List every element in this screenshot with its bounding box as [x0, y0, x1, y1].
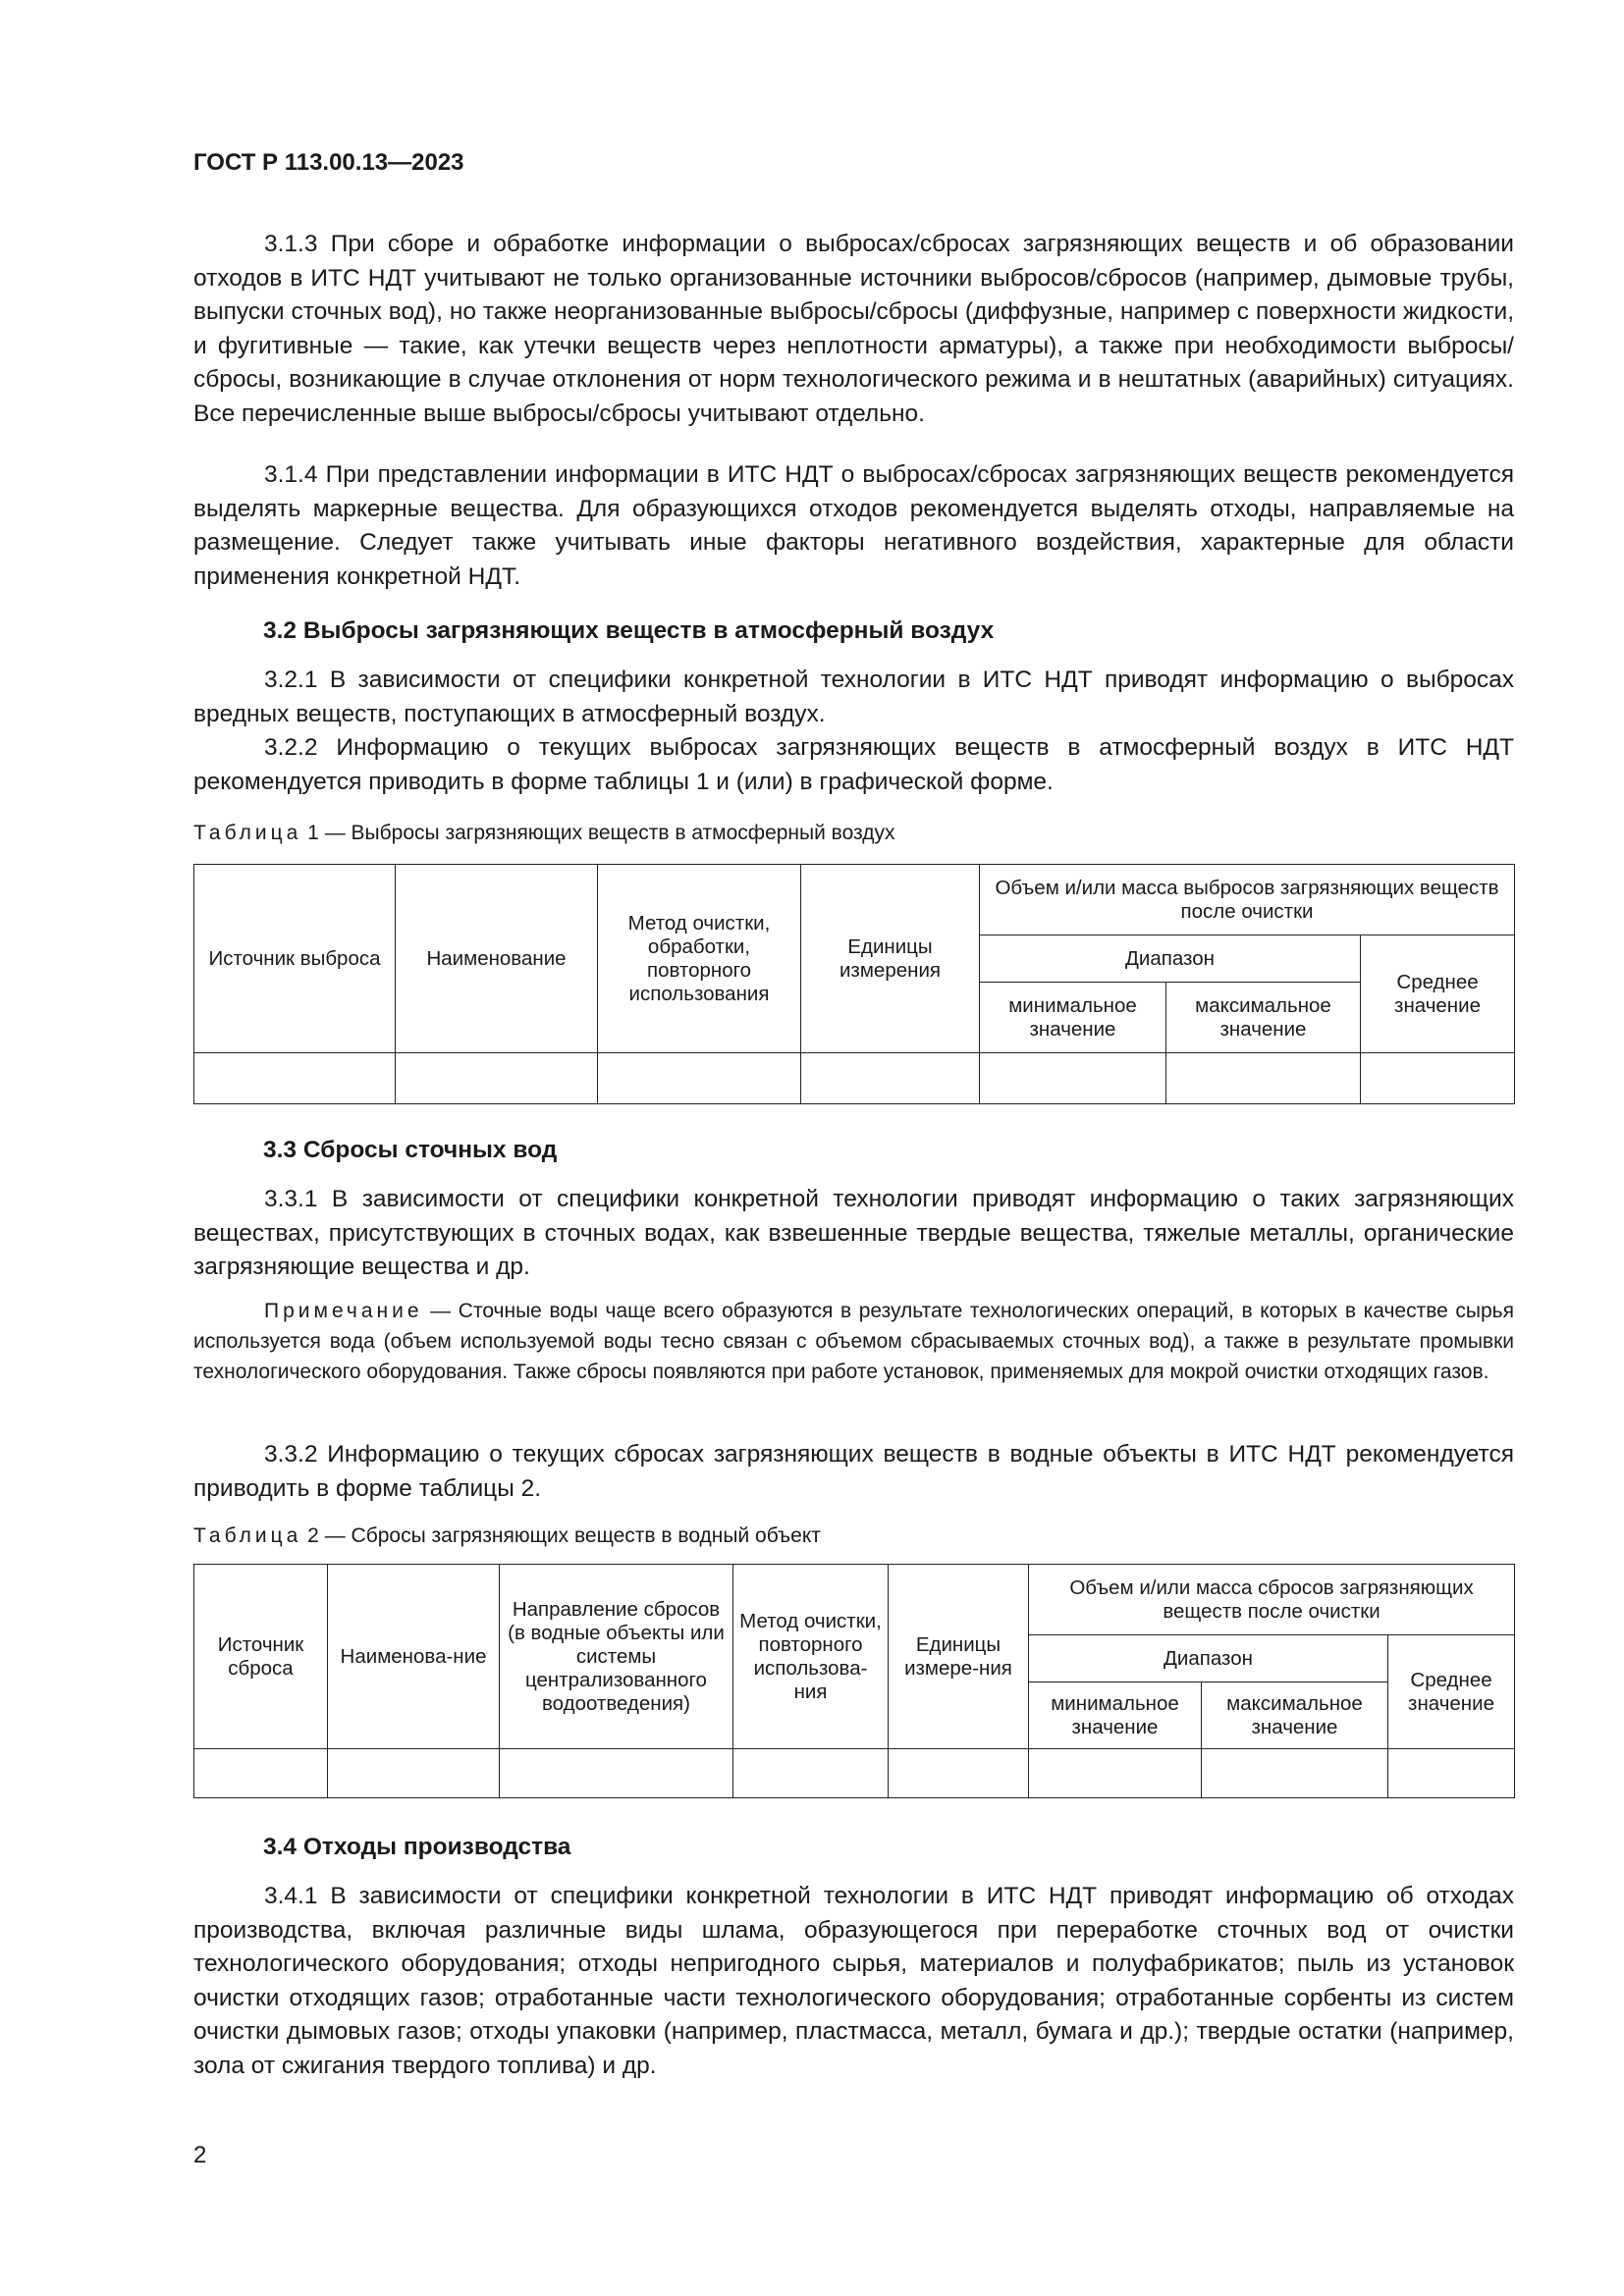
note-text: — Сточные воды чаще всего образуются в результате технологических операций, в которых в качестве сырья используется вода (объем используемой воды тесно связан с объемом сбрасываемых сточных вод), а также в результате промывки технологического оборудования. Также сбросы появляются при работе установок, применяемых для мокрой очистки отходящих газов. — [193, 1300, 1514, 1383]
table-caption-text: 2 — Сбросы загрязняющих веществ в водный объект — [301, 1524, 821, 1547]
header-cell-method: Метод очистки, обработки, повторного использования — [598, 865, 801, 1053]
header-cell-units: Единицы измере-ния — [889, 1565, 1029, 1749]
header-cell-range: Диапазон — [1029, 1635, 1388, 1682]
empty-cell — [328, 1749, 500, 1798]
header-cell-name: Наименова-ние — [328, 1565, 500, 1749]
empty-cell — [1202, 1749, 1388, 1798]
note-label: Примечание — [264, 1300, 423, 1322]
paragraph-3-1-3: 3.1.3 При сборе и обработке информации о выбросах/сбросах загрязняющих веществ и об образовании отходов в ИТС НДТ учитывают не только организованные источники выбросов/сбросов (например, дымовые трубы, выпуски сточных вод), но также неорганизованные выбросы/сбросы (диффузные, например с поверхности жидкости, и фугитивные — такие, как утечки веществ через неплотности арматуры), а также при необходимости выбросы/сбросы, возникающие в случае отклонения от норм технологического режима и в нештатных (аварийных) ситуациях. Все перечисленные выше выбросы/сбросы учитывают отдельно. — [193, 231, 1514, 427]
header-cell-volume-group: Объем и/или масса выбросов загрязняющих веществ после очистки — [980, 865, 1515, 935]
emissions-table — [193, 864, 1515, 1104]
paragraph-3-2-2: 3.2.2 Информацию о текущих выбросах загрязняющих веществ в атмосферный воздух в ИТС НДТ рекомендуется приводить в форме таблицы 1 и (или) в графической форме. — [193, 734, 1514, 795]
discharges-table — [193, 1564, 1515, 1798]
paragraph-3-3-1: 3.3.1 В зависимости от специфики конкретной технологии приводят информацию о таких загрязняющих веществах, присутствующих в сточных водах, как взвешенные твердые вещества, тяжелые металлы, органические загрязняющие вещества и др. — [193, 1186, 1514, 1280]
empty-cell — [598, 1053, 801, 1104]
header-cell-max: максимальное значение — [1202, 1682, 1388, 1749]
empty-cell — [194, 1749, 328, 1798]
empty-cell — [1361, 1053, 1515, 1104]
empty-cell — [1388, 1749, 1515, 1798]
table-2-caption — [193, 1524, 821, 1548]
empty-cell — [980, 1053, 1166, 1104]
table-1-caption — [193, 822, 894, 845]
table-caption-label: Таблица — [193, 822, 302, 844]
note-paragraph — [193, 1296, 1514, 1387]
header-cell-min: минимальное значение — [1029, 1682, 1202, 1749]
header-cell-source: Источник выброса — [194, 865, 396, 1053]
header-cell-max: максимальное значение — [1166, 983, 1361, 1053]
section-heading-3-4: 3.4 Отходы производства — [263, 1834, 571, 1860]
paragraph-3-1-4: 3.1.4 При представлении информации в ИТС НДТ о выбросах/сбросах загрязняющих веществ рекомендуется выделять маркерные вещества. Для образующихся отходов рекомендуется выделять отходы, направляемые на размещение. Следует также учитывать иные факторы негативного воздействия, характерные для области применения конкретной НДТ. — [193, 461, 1514, 590]
header-cell-direction: Направление сбросов (в водные объекты или системы централизованного водоотведения) — [500, 1565, 733, 1749]
table-row — [194, 1053, 1515, 1104]
empty-cell — [889, 1749, 1029, 1798]
page-number: 2 — [193, 2142, 207, 2168]
header-cell-average: Среднее значение — [1361, 935, 1515, 1053]
table-row — [194, 1749, 1515, 1798]
header-cell-source: Источник сброса — [194, 1565, 328, 1749]
header-cell-units: Единицы измерения — [801, 865, 980, 1053]
paragraph-3-2-1: 3.2.1 В зависимости от специфики конкретной технологии в ИТС НДТ приводят информацию о выбросах вредных веществ, поступающих в атмосферный воздух. — [193, 667, 1514, 727]
empty-cell — [500, 1749, 733, 1798]
table-caption-label: Таблица — [193, 1524, 302, 1547]
empty-cell — [1166, 1053, 1361, 1104]
header-cell-name: Наименование — [396, 865, 598, 1053]
empty-cell — [194, 1053, 396, 1104]
section-heading-3-2: 3.2 Выбросы загрязняющих веществ в атмосферный воздух — [263, 617, 995, 644]
empty-cell — [396, 1053, 598, 1104]
table-caption-text: 1 — Выбросы загрязняющих веществ в атмосферный воздух — [301, 822, 895, 844]
header-cell-min: минимальное значение — [980, 983, 1166, 1053]
document-id-header: ГОСТ Р 113.00.13—2023 — [193, 149, 464, 176]
header-cell-method: Метод очистки, повторного использова-ния — [733, 1565, 889, 1749]
empty-cell — [1029, 1749, 1202, 1798]
header-cell-volume-group: Объем и/или масса сбросов загрязняющих веществ после очистки — [1029, 1565, 1515, 1635]
empty-cell — [733, 1749, 889, 1798]
empty-cell — [801, 1053, 980, 1104]
paragraph-3-4-1: 3.4.1 В зависимости от специфики конкретной технологии в ИТС НДТ приводят информацию об отходах производства, включая различные виды шлама, образующегося при переработке сточных вод от очистки технологического оборудования; отходы непригодного сырья, материалов и полуфабрикатов; пыль из установок очистки отходящих газов; отработанные части технологического оборудования; отработанные сорбенты из систем очистки дымовых газов; отходы упаковки (например, пластмасса, металл, бумага и др.); твердые остатки (например, зола от сжигания твердого топлива) и др. — [193, 1883, 1514, 2079]
header-cell-average: Среднее значение — [1388, 1635, 1515, 1749]
header-cell-range: Диапазон — [980, 935, 1361, 983]
paragraph-3-3-2: 3.3.2 Информацию о текущих сбросах загрязняющих веществ в водные объекты в ИТС НДТ рекомендуется приводить в форме таблицы 2. — [193, 1441, 1514, 1502]
section-heading-3-3: 3.3 Сбросы сточных вод — [263, 1137, 558, 1163]
